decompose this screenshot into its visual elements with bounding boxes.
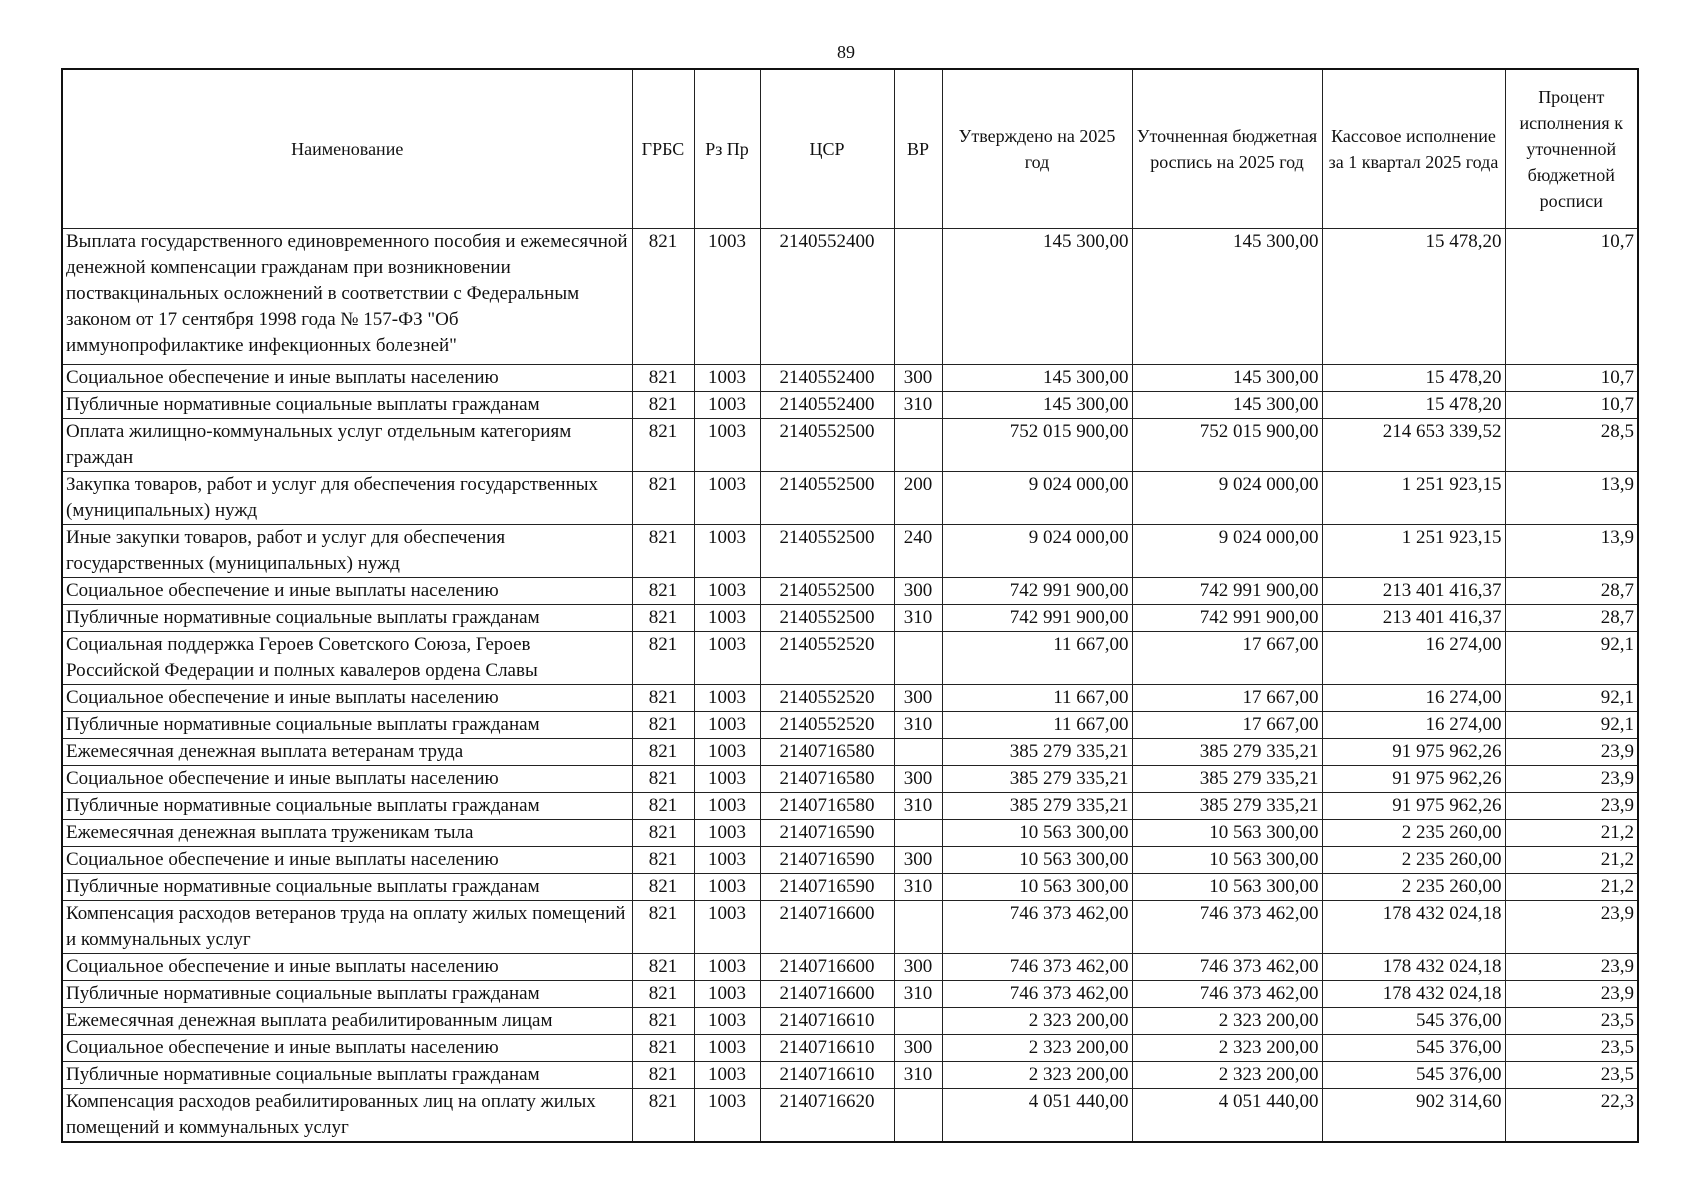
cell-name: Социальное обеспечение и иные выплаты населению [62,1035,632,1062]
cell-percent: 28,7 [1505,578,1638,605]
cell-approved: 385 279 335,21 [942,766,1132,793]
cell-refined: 752 015 900,00 [1132,419,1322,472]
cell-grbs: 821 [632,1062,694,1089]
cell-rzpr: 1003 [694,1035,760,1062]
cell-csr: 2140552500 [760,605,894,632]
cell-vr: 300 [894,1035,942,1062]
cell-csr: 2140552500 [760,472,894,525]
cell-refined: 2 323 200,00 [1132,1062,1322,1089]
table-row [62,847,1638,874]
cell-grbs: 821 [632,901,694,954]
cell-cash: 2 235 260,00 [1322,847,1505,874]
cell-cash: 16 274,00 [1322,685,1505,712]
cell-rzpr: 1003 [694,712,760,739]
cell-approved: 145 300,00 [942,229,1132,365]
table-row [62,685,1638,712]
cell-approved: 9 024 000,00 [942,472,1132,525]
cell-percent: 23,9 [1505,954,1638,981]
cell-refined: 385 279 335,21 [1132,793,1322,820]
cell-percent: 21,2 [1505,820,1638,847]
cell-name: Социальное обеспечение и иные выплаты населению [62,365,632,392]
cell-name: Компенсация расходов ветеранов труда на оплату жилых помещений и коммунальных услуг [62,901,632,954]
table-row [62,901,1638,954]
cell-approved: 145 300,00 [942,365,1132,392]
cell-csr: 2140552520 [760,685,894,712]
table-row [62,1062,1638,1089]
cell-refined: 17 667,00 [1132,685,1322,712]
cell-rzpr: 1003 [694,954,760,981]
table-row [62,419,1638,472]
cell-approved: 746 373 462,00 [942,954,1132,981]
cell-refined: 10 563 300,00 [1132,874,1322,901]
cell-approved: 385 279 335,21 [942,739,1132,766]
cell-approved: 11 667,00 [942,685,1132,712]
cell-cash: 2 235 260,00 [1322,820,1505,847]
cell-csr: 2140716600 [760,901,894,954]
cell-grbs: 821 [632,685,694,712]
cell-rzpr: 1003 [694,766,760,793]
cell-name: Иные закупки товаров, работ и услуг для обеспечения государственных (муниципальных) нужд [62,525,632,578]
cell-approved: 746 373 462,00 [942,901,1132,954]
table-row [62,525,1638,578]
cell-csr: 2140552520 [760,632,894,685]
cell-name: Выплата государственного единовременного пособия и ежемесячной денежной компенсации гражданам при возникновении поствакцинальных осложнений в соответствии с Федеральным законом от 17 сентября 1998 года № 157-ФЗ "Об иммунопрофилактике инфекционных болезней" [62,229,632,365]
cell-percent: 23,5 [1505,1062,1638,1089]
table-row [62,954,1638,981]
cell-refined: 9 024 000,00 [1132,525,1322,578]
header-percent: Процент исполнения к уточненной бюджетной росписи [1505,69,1638,229]
cell-name: Социальное обеспечение и иные выплаты населению [62,766,632,793]
cell-refined: 746 373 462,00 [1132,901,1322,954]
cell-csr: 2140716590 [760,820,894,847]
cell-percent: 13,9 [1505,525,1638,578]
cell-name: Ежемесячная денежная выплата реабилитированным лицам [62,1008,632,1035]
cell-grbs: 821 [632,1035,694,1062]
cell-percent: 23,9 [1505,766,1638,793]
cell-vr: 310 [894,1062,942,1089]
cell-percent: 10,7 [1505,229,1638,365]
cell-name: Социальное обеспечение и иные выплаты населению [62,685,632,712]
cell-name: Публичные нормативные социальные выплаты гражданам [62,392,632,419]
table-row [62,820,1638,847]
cell-cash: 2 235 260,00 [1322,874,1505,901]
header-rzpr: Рз Пр [694,69,760,229]
cell-refined: 145 300,00 [1132,392,1322,419]
cell-csr: 2140716580 [760,739,894,766]
cell-vr [894,739,942,766]
cell-rzpr: 1003 [694,392,760,419]
cell-grbs: 821 [632,229,694,365]
cell-vr: 310 [894,874,942,901]
page-number: 89 [837,42,855,62]
cell-cash: 178 432 024,18 [1322,901,1505,954]
header-grbs: ГРБС [632,69,694,229]
cell-approved: 10 563 300,00 [942,874,1132,901]
table-row [62,874,1638,901]
cell-cash: 178 432 024,18 [1322,981,1505,1008]
cell-rzpr: 1003 [694,632,760,685]
cell-cash: 16 274,00 [1322,632,1505,685]
cell-approved: 752 015 900,00 [942,419,1132,472]
cell-approved: 11 667,00 [942,712,1132,739]
cell-cash: 545 376,00 [1322,1008,1505,1035]
cell-refined: 746 373 462,00 [1132,981,1322,1008]
cell-vr: 300 [894,847,942,874]
cell-approved: 4 051 440,00 [942,1089,1132,1143]
cell-grbs: 821 [632,739,694,766]
cell-grbs: 821 [632,578,694,605]
cell-vr: 310 [894,605,942,632]
cell-name: Оплата жилищно-коммунальных услуг отдельным категориям граждан [62,419,632,472]
cell-vr: 310 [894,793,942,820]
cell-refined: 385 279 335,21 [1132,766,1322,793]
cell-csr: 2140716610 [760,1062,894,1089]
cell-csr: 2140552500 [760,525,894,578]
cell-refined: 2 323 200,00 [1132,1008,1322,1035]
cell-name: Публичные нормативные социальные выплаты гражданам [62,1062,632,1089]
table-row [62,793,1638,820]
cell-refined: 10 563 300,00 [1132,847,1322,874]
cell-percent: 92,1 [1505,712,1638,739]
cell-rzpr: 1003 [694,365,760,392]
header-cash: Кассовое исполнение за 1 квартал 2025 года [1322,69,1505,229]
cell-refined: 742 991 900,00 [1132,578,1322,605]
cell-grbs: 821 [632,392,694,419]
cell-vr [894,820,942,847]
cell-rzpr: 1003 [694,605,760,632]
cell-vr: 300 [894,766,942,793]
cell-name: Публичные нормативные социальные выплаты гражданам [62,981,632,1008]
cell-approved: 11 667,00 [942,632,1132,685]
cell-rzpr: 1003 [694,901,760,954]
cell-csr: 2140552520 [760,712,894,739]
cell-grbs: 821 [632,632,694,685]
cell-vr [894,1008,942,1035]
cell-csr: 2140552400 [760,392,894,419]
header-refined: Уточненная бюджетная роспись на 2025 год [1132,69,1322,229]
cell-approved: 9 024 000,00 [942,525,1132,578]
cell-name: Компенсация расходов реабилитированных лиц на оплату жилых помещений и коммунальных услуг [62,1089,632,1143]
cell-csr: 2140716610 [760,1008,894,1035]
cell-refined: 10 563 300,00 [1132,820,1322,847]
table-row [62,1089,1638,1143]
cell-vr [894,229,942,365]
cell-grbs: 821 [632,712,694,739]
cell-approved: 746 373 462,00 [942,981,1132,1008]
cell-cash: 213 401 416,37 [1322,605,1505,632]
cell-percent: 10,7 [1505,365,1638,392]
cell-refined: 17 667,00 [1132,712,1322,739]
cell-vr: 310 [894,712,942,739]
cell-cash: 15 478,20 [1322,229,1505,365]
cell-csr: 2140716580 [760,793,894,820]
table-body [62,229,1638,1143]
cell-cash: 1 251 923,15 [1322,472,1505,525]
cell-percent: 28,7 [1505,605,1638,632]
cell-vr: 300 [894,954,942,981]
budget-table [61,68,1639,1143]
cell-csr: 2140716620 [760,1089,894,1143]
cell-csr: 2140552500 [760,419,894,472]
cell-approved: 385 279 335,21 [942,793,1132,820]
cell-cash: 16 274,00 [1322,712,1505,739]
cell-grbs: 821 [632,874,694,901]
table-row [62,365,1638,392]
cell-percent: 23,9 [1505,739,1638,766]
cell-grbs: 821 [632,954,694,981]
cell-percent: 21,2 [1505,847,1638,874]
cell-approved: 2 323 200,00 [942,1062,1132,1089]
cell-rzpr: 1003 [694,1089,760,1143]
cell-vr [894,1089,942,1143]
cell-rzpr: 1003 [694,419,760,472]
header-row [62,69,1638,229]
cell-vr: 310 [894,392,942,419]
cell-cash: 214 653 339,52 [1322,419,1505,472]
table-row [62,392,1638,419]
cell-vr [894,632,942,685]
cell-grbs: 821 [632,365,694,392]
cell-refined: 385 279 335,21 [1132,739,1322,766]
cell-percent: 23,9 [1505,981,1638,1008]
cell-grbs: 821 [632,1008,694,1035]
cell-csr: 2140716610 [760,1035,894,1062]
cell-vr [894,419,942,472]
cell-rzpr: 1003 [694,739,760,766]
cell-percent: 23,9 [1505,901,1638,954]
cell-csr: 2140716600 [760,954,894,981]
cell-refined: 145 300,00 [1132,229,1322,365]
cell-rzpr: 1003 [694,1062,760,1089]
cell-grbs: 821 [632,766,694,793]
cell-grbs: 821 [632,793,694,820]
cell-csr: 2140716590 [760,847,894,874]
cell-vr: 200 [894,472,942,525]
cell-grbs: 821 [632,820,694,847]
table-row [62,578,1638,605]
table-row [62,981,1638,1008]
cell-vr: 300 [894,365,942,392]
cell-percent: 92,1 [1505,632,1638,685]
cell-rzpr: 1003 [694,229,760,365]
table-row [62,739,1638,766]
cell-approved: 2 323 200,00 [942,1035,1132,1062]
cell-name: Публичные нормативные социальные выплаты гражданам [62,605,632,632]
cell-csr: 2140552400 [760,229,894,365]
cell-rzpr: 1003 [694,1008,760,1035]
cell-percent: 10,7 [1505,392,1638,419]
table-row [62,1035,1638,1062]
cell-vr: 240 [894,525,942,578]
cell-grbs: 821 [632,847,694,874]
cell-vr: 300 [894,685,942,712]
cell-name: Социальное обеспечение и иные выплаты населению [62,954,632,981]
cell-name: Публичные нормативные социальные выплаты гражданам [62,793,632,820]
cell-refined: 145 300,00 [1132,365,1322,392]
cell-vr [894,901,942,954]
cell-cash: 545 376,00 [1322,1035,1505,1062]
cell-grbs: 821 [632,419,694,472]
cell-rzpr: 1003 [694,874,760,901]
cell-rzpr: 1003 [694,578,760,605]
cell-name: Ежемесячная денежная выплата труженикам тыла [62,820,632,847]
cell-refined: 9 024 000,00 [1132,472,1322,525]
cell-approved: 742 991 900,00 [942,578,1132,605]
cell-approved: 2 323 200,00 [942,1008,1132,1035]
cell-grbs: 821 [632,605,694,632]
cell-rzpr: 1003 [694,847,760,874]
cell-rzpr: 1003 [694,525,760,578]
cell-percent: 23,5 [1505,1035,1638,1062]
cell-approved: 145 300,00 [942,392,1132,419]
cell-csr: 2140716590 [760,874,894,901]
cell-percent: 23,5 [1505,1008,1638,1035]
table-row [62,632,1638,685]
cell-refined: 746 373 462,00 [1132,954,1322,981]
header-vr: ВР [894,69,942,229]
cell-refined: 742 991 900,00 [1132,605,1322,632]
header-name: Наименование [62,69,632,229]
table-row [62,1008,1638,1035]
header-csr: ЦСР [760,69,894,229]
cell-grbs: 821 [632,472,694,525]
cell-percent: 22,3 [1505,1089,1638,1143]
table-row [62,605,1638,632]
cell-refined: 4 051 440,00 [1132,1089,1322,1143]
cell-refined: 2 323 200,00 [1132,1035,1322,1062]
cell-rzpr: 1003 [694,685,760,712]
cell-grbs: 821 [632,1089,694,1143]
table-row [62,472,1638,525]
cell-cash: 91 975 962,26 [1322,739,1505,766]
cell-rzpr: 1003 [694,472,760,525]
cell-rzpr: 1003 [694,820,760,847]
cell-percent: 28,5 [1505,419,1638,472]
cell-cash: 902 314,60 [1322,1089,1505,1143]
cell-cash: 15 478,20 [1322,365,1505,392]
cell-cash: 91 975 962,26 [1322,793,1505,820]
cell-name: Социальное обеспечение и иные выплаты населению [62,578,632,605]
cell-cash: 1 251 923,15 [1322,525,1505,578]
cell-name: Ежемесячная денежная выплата ветеранам труда [62,739,632,766]
cell-approved: 742 991 900,00 [942,605,1132,632]
cell-cash: 545 376,00 [1322,1062,1505,1089]
cell-cash: 91 975 962,26 [1322,766,1505,793]
cell-name: Публичные нормативные социальные выплаты гражданам [62,712,632,739]
cell-grbs: 821 [632,525,694,578]
cell-csr: 2140552400 [760,365,894,392]
table-row [62,229,1638,365]
cell-refined: 17 667,00 [1132,632,1322,685]
cell-name: Социальная поддержка Героев Советского Союза, Героев Российской Федерации и полных кавалеров ордена Славы [62,632,632,685]
cell-percent: 13,9 [1505,472,1638,525]
cell-name: Публичные нормативные социальные выплаты гражданам [62,874,632,901]
cell-name: Закупка товаров, работ и услуг для обеспечения государственных (муниципальных) нужд [62,472,632,525]
cell-csr: 2140716580 [760,766,894,793]
cell-csr: 2140716600 [760,981,894,1008]
cell-approved: 10 563 300,00 [942,820,1132,847]
table-row [62,766,1638,793]
cell-rzpr: 1003 [694,793,760,820]
cell-percent: 21,2 [1505,874,1638,901]
cell-vr: 300 [894,578,942,605]
table-row [62,712,1638,739]
cell-percent: 23,9 [1505,793,1638,820]
cell-name: Социальное обеспечение и иные выплаты населению [62,847,632,874]
cell-cash: 213 401 416,37 [1322,578,1505,605]
cell-rzpr: 1003 [694,981,760,1008]
cell-grbs: 821 [632,981,694,1008]
cell-vr: 310 [894,981,942,1008]
cell-percent: 92,1 [1505,685,1638,712]
header-approved: Утверждено на 2025 год [942,69,1132,229]
cell-csr: 2140552500 [760,578,894,605]
cell-cash: 15 478,20 [1322,392,1505,419]
cell-approved: 10 563 300,00 [942,847,1132,874]
cell-cash: 178 432 024,18 [1322,954,1505,981]
